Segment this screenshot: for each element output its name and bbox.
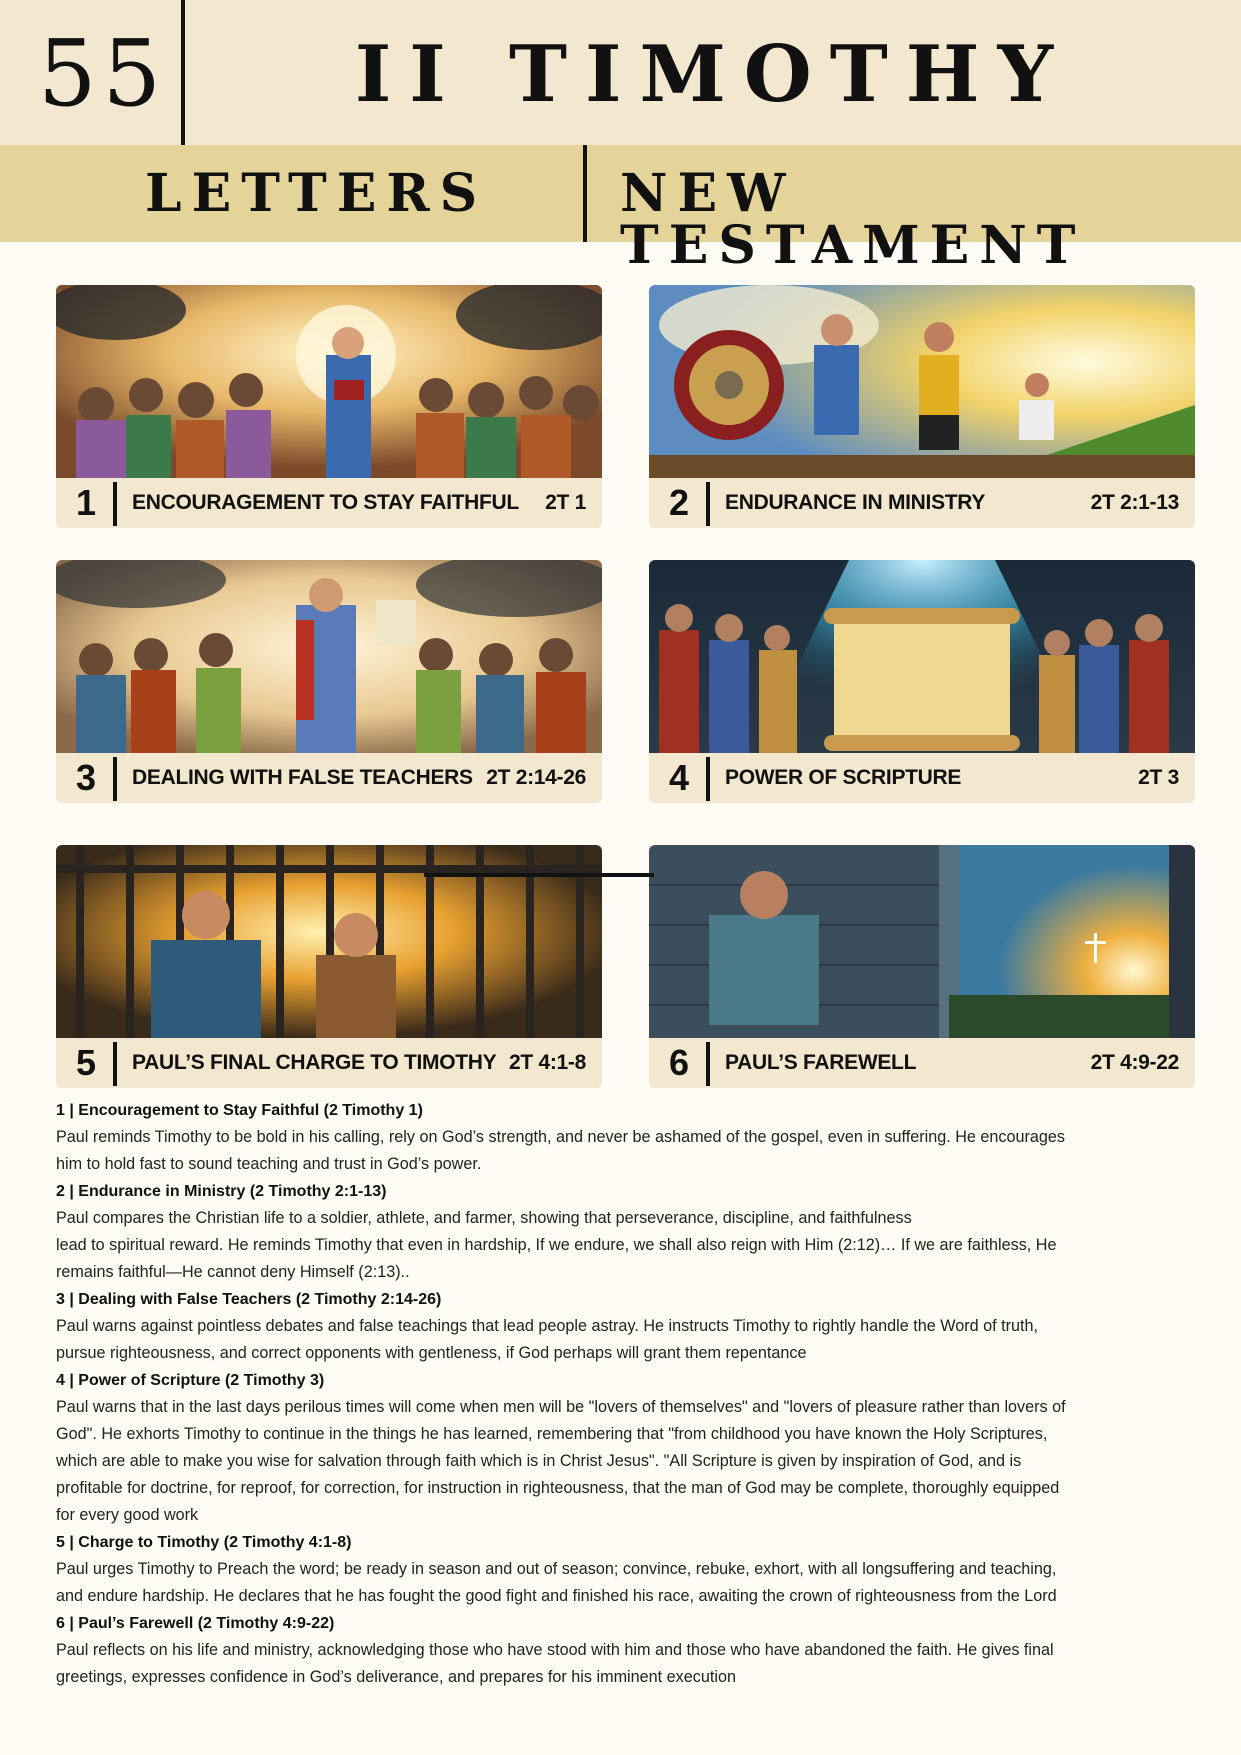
summary-line: for every good work	[56, 1506, 199, 1524]
caption-divider	[706, 1042, 710, 1086]
summary-heading: 1 | Encouragement to Stay Faithful (2 Timothy 1)	[56, 1102, 423, 1119]
book-number: 55	[38, 20, 168, 127]
card-number: 1	[76, 482, 97, 523]
caption-divider	[706, 482, 710, 526]
card-title: DEALING WITH FALSE TEACHERS	[132, 766, 473, 789]
summary-line: Paul reminds Timothy to be bold in his calling, rely on God’s strength, and never be ashamed of the gospel, even in suffering. He encourages	[56, 1128, 1066, 1146]
card-number: 6	[669, 1042, 690, 1083]
caption-divider	[113, 1042, 117, 1086]
summary-line: Paul warns against pointless debates and false teachings that lead people astray. He instructs Timothy to rightly handle the Word of truth,	[56, 1317, 1038, 1335]
card-caption	[56, 1038, 602, 1088]
paul-teaching-crowd-illustration	[56, 285, 602, 478]
card-caption	[649, 1038, 1195, 1088]
chapter-card-2	[649, 285, 1195, 528]
soldier-athlete-farmer-illustration	[649, 285, 1195, 478]
chapter-card-3	[56, 560, 602, 803]
card-reference: 2T 4:1-8	[509, 1051, 586, 1074]
summary-line: Paul compares the Christian life to a soldier, athlete, and farmer, showing that perseverance, discipline, and faithfulness	[56, 1209, 912, 1227]
summary-section-6	[56, 1610, 1191, 1691]
card-title: PAUL’S FINAL CHARGE TO TIMOTHY	[132, 1051, 497, 1074]
summary-section-4	[56, 1367, 1191, 1529]
card-caption	[56, 478, 602, 528]
summary-line: him to hold fast to sound teaching and trust in God’s power.	[56, 1155, 482, 1173]
chapter-card-5	[56, 845, 602, 1088]
caption-divider	[706, 757, 710, 801]
category-testament: NEW TESTAMENT	[620, 163, 1086, 276]
card-title: PAUL’S FAREWELL	[725, 1051, 917, 1074]
summary-heading: 4 | Power of Scripture (2 Timothy 3)	[56, 1372, 325, 1389]
summary-section-1	[56, 1097, 1191, 1178]
summary-line: Paul reflects on his life and ministry, acknowledging those who have stood with him and those who have abandoned the faith. He gives final	[56, 1641, 1054, 1659]
summary-heading: 2 | Endurance in Ministry (2 Timothy 2:1-13)	[56, 1183, 387, 1200]
summary-heading: 6 | Paul’s Farewell (2 Timothy 4:9-22)	[56, 1615, 335, 1632]
card-caption	[56, 753, 602, 803]
book-title: II TIMOTHY	[354, 29, 1072, 120]
card-caption	[649, 753, 1195, 803]
category-letters: LETTERS	[145, 163, 488, 224]
caption-divider	[113, 757, 117, 801]
summary-heading: 5 | Charge to Timothy (2 Timothy 4:1-8)	[56, 1534, 352, 1551]
card-reference: 2T 2:1-13	[1090, 491, 1179, 514]
summary-heading: 3 | Dealing with False Teachers (2 Timothy 2:14-26)	[56, 1291, 442, 1308]
summary-section-3	[56, 1286, 1191, 1367]
paul-confronting-teachers-illustration	[56, 560, 602, 753]
summary-line: Paul urges Timothy to Preach the word; be ready in season and out of season; convince, rebuke, exhort, with all longsuffering and teaching,	[56, 1560, 1057, 1578]
chapter-card-6	[649, 845, 1195, 1088]
scroll-in-light-illustration	[649, 560, 1195, 753]
summary-line: and endure hardship. He declares that he has fought the good fight and finished his race, awaiting the crown of righteousness from the Lord	[56, 1587, 1057, 1605]
summary-section-5	[56, 1529, 1191, 1610]
summary-line: profitable for doctrine, for reproof, for correction, for instruction in righteousness, that the man of God may be complete, thoroughly equipped	[56, 1479, 1060, 1497]
card-number: 3	[76, 757, 97, 798]
card-title: ENDURANCE IN MINISTRY	[725, 491, 986, 514]
card-number: 5	[76, 1042, 97, 1083]
summary-line: which are able to make you wise for salvation through faith which is in Christ Jesus". "All Scripture is given by inspiration of God, and is	[56, 1452, 1022, 1470]
card-number: 4	[669, 757, 690, 798]
card-number: 2	[669, 482, 690, 523]
card-reference: 2T 3	[1138, 766, 1179, 789]
summary-line: God". He exhorts Timothy to continue in the things he has learned, remembering that "from childhood you have known the Holy Scriptures,	[56, 1425, 1048, 1443]
chapter-card-1	[56, 285, 602, 528]
card-reference: 2T 4:9-22	[1090, 1051, 1179, 1074]
chapter-summaries	[56, 1097, 1191, 1691]
paul-farewell-sunrise-illustration	[649, 845, 1195, 1038]
summary-line: remains faithful—He cannot deny Himself (2:13)..	[56, 1263, 410, 1281]
card-connector-line	[424, 873, 654, 877]
summary-line: pursue righteousness, and correct opponents with gentleness, if God perhaps will grant them repentance	[56, 1344, 807, 1362]
card-reference: 2T 2:14-26	[486, 766, 586, 789]
chapter-card-4	[649, 560, 1195, 803]
caption-divider	[113, 482, 117, 526]
summary-line: lead to spiritual reward. He reminds Timothy that even in hardship, If we endure, we shall also reign with Him (2:12)… If we are faithless, He	[56, 1236, 1057, 1254]
summary-line: greetings, expresses confidence in God’s deliverance, and prepares for his imminent execution	[56, 1668, 736, 1686]
summary-section-2	[56, 1178, 1191, 1286]
card-title: ENCOURAGEMENT TO STAY FAITHFUL	[132, 491, 519, 514]
card-reference: 2T 1	[545, 491, 586, 514]
card-title: POWER OF SCRIPTURE	[725, 766, 962, 789]
card-caption	[649, 478, 1195, 528]
summary-line: Paul warns that in the last days perilous times will come when men will be "lovers of themselves" and "lovers of pleasure rather than lovers of	[56, 1398, 1066, 1416]
category-divider	[583, 145, 587, 242]
